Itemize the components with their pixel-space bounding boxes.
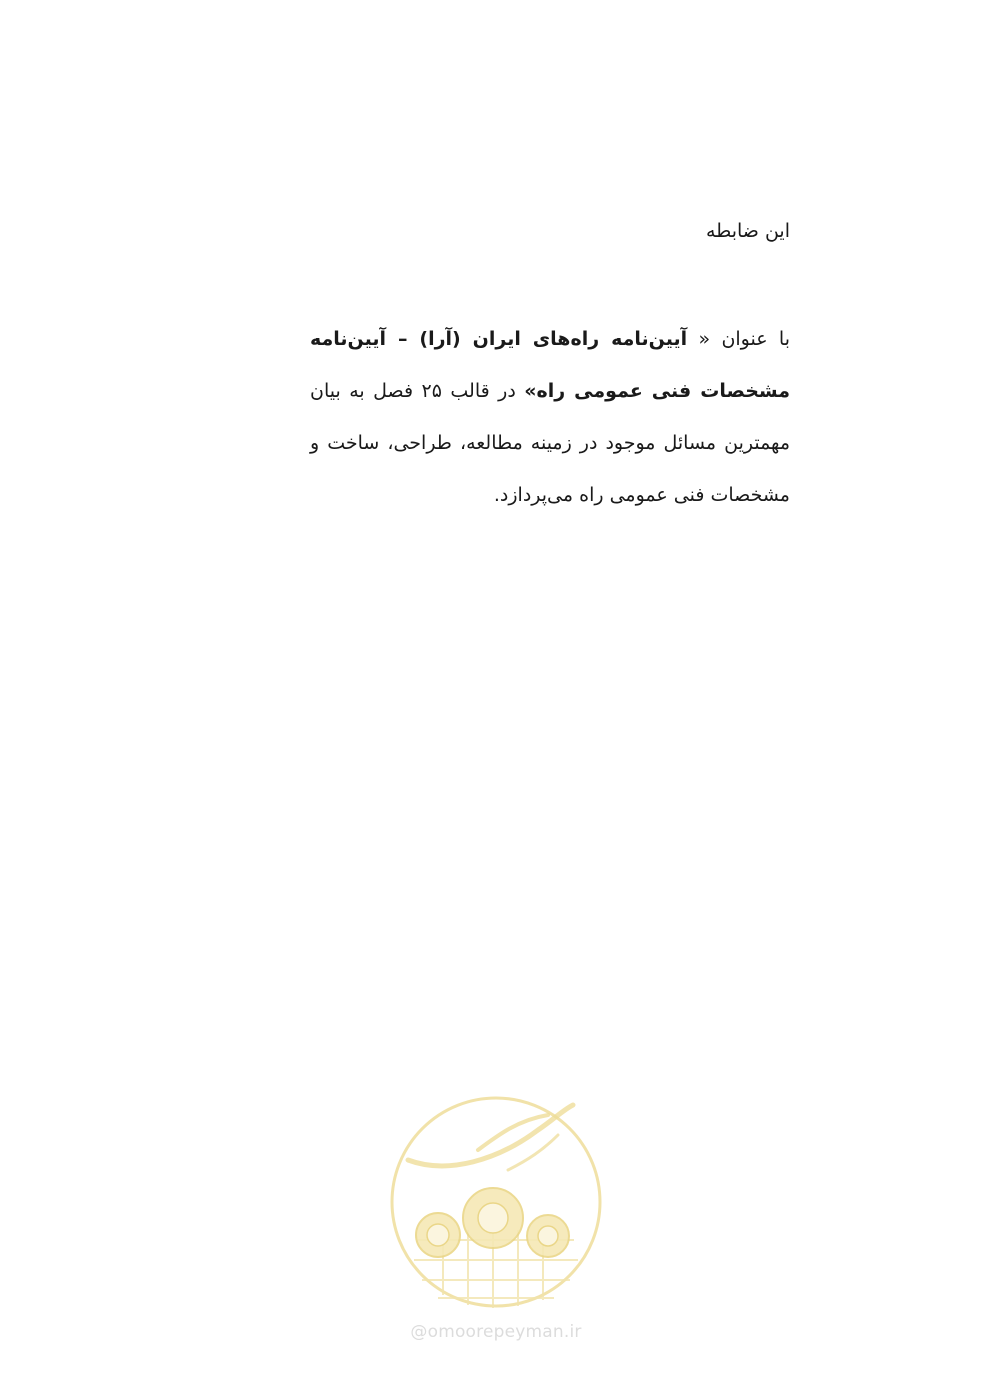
document-paragraph: [310, 313, 790, 521]
watermark-emblem-icon: [388, 1090, 604, 1315]
paragraph-intro: با عنوان «: [698, 328, 790, 350]
paragraph-rest: در قالب ۲۵ فصل به بیان مهمترین مسائل موجود در زمینه مطالعه، طراحی، ساخت و مشخصات فنی عمومی راه می‌پردازد.: [310, 380, 790, 506]
document-heading: این ضابطه: [705, 220, 790, 242]
watermark-logo: [388, 1090, 604, 1370]
document-title-bold: آیین‌نامه راه‌های ایران (آرا) – آیین‌نامه مشخصات فنی عمومی راه»: [310, 328, 790, 402]
watermark-handle: @omoorepeyman.ir: [410, 1322, 582, 1342]
